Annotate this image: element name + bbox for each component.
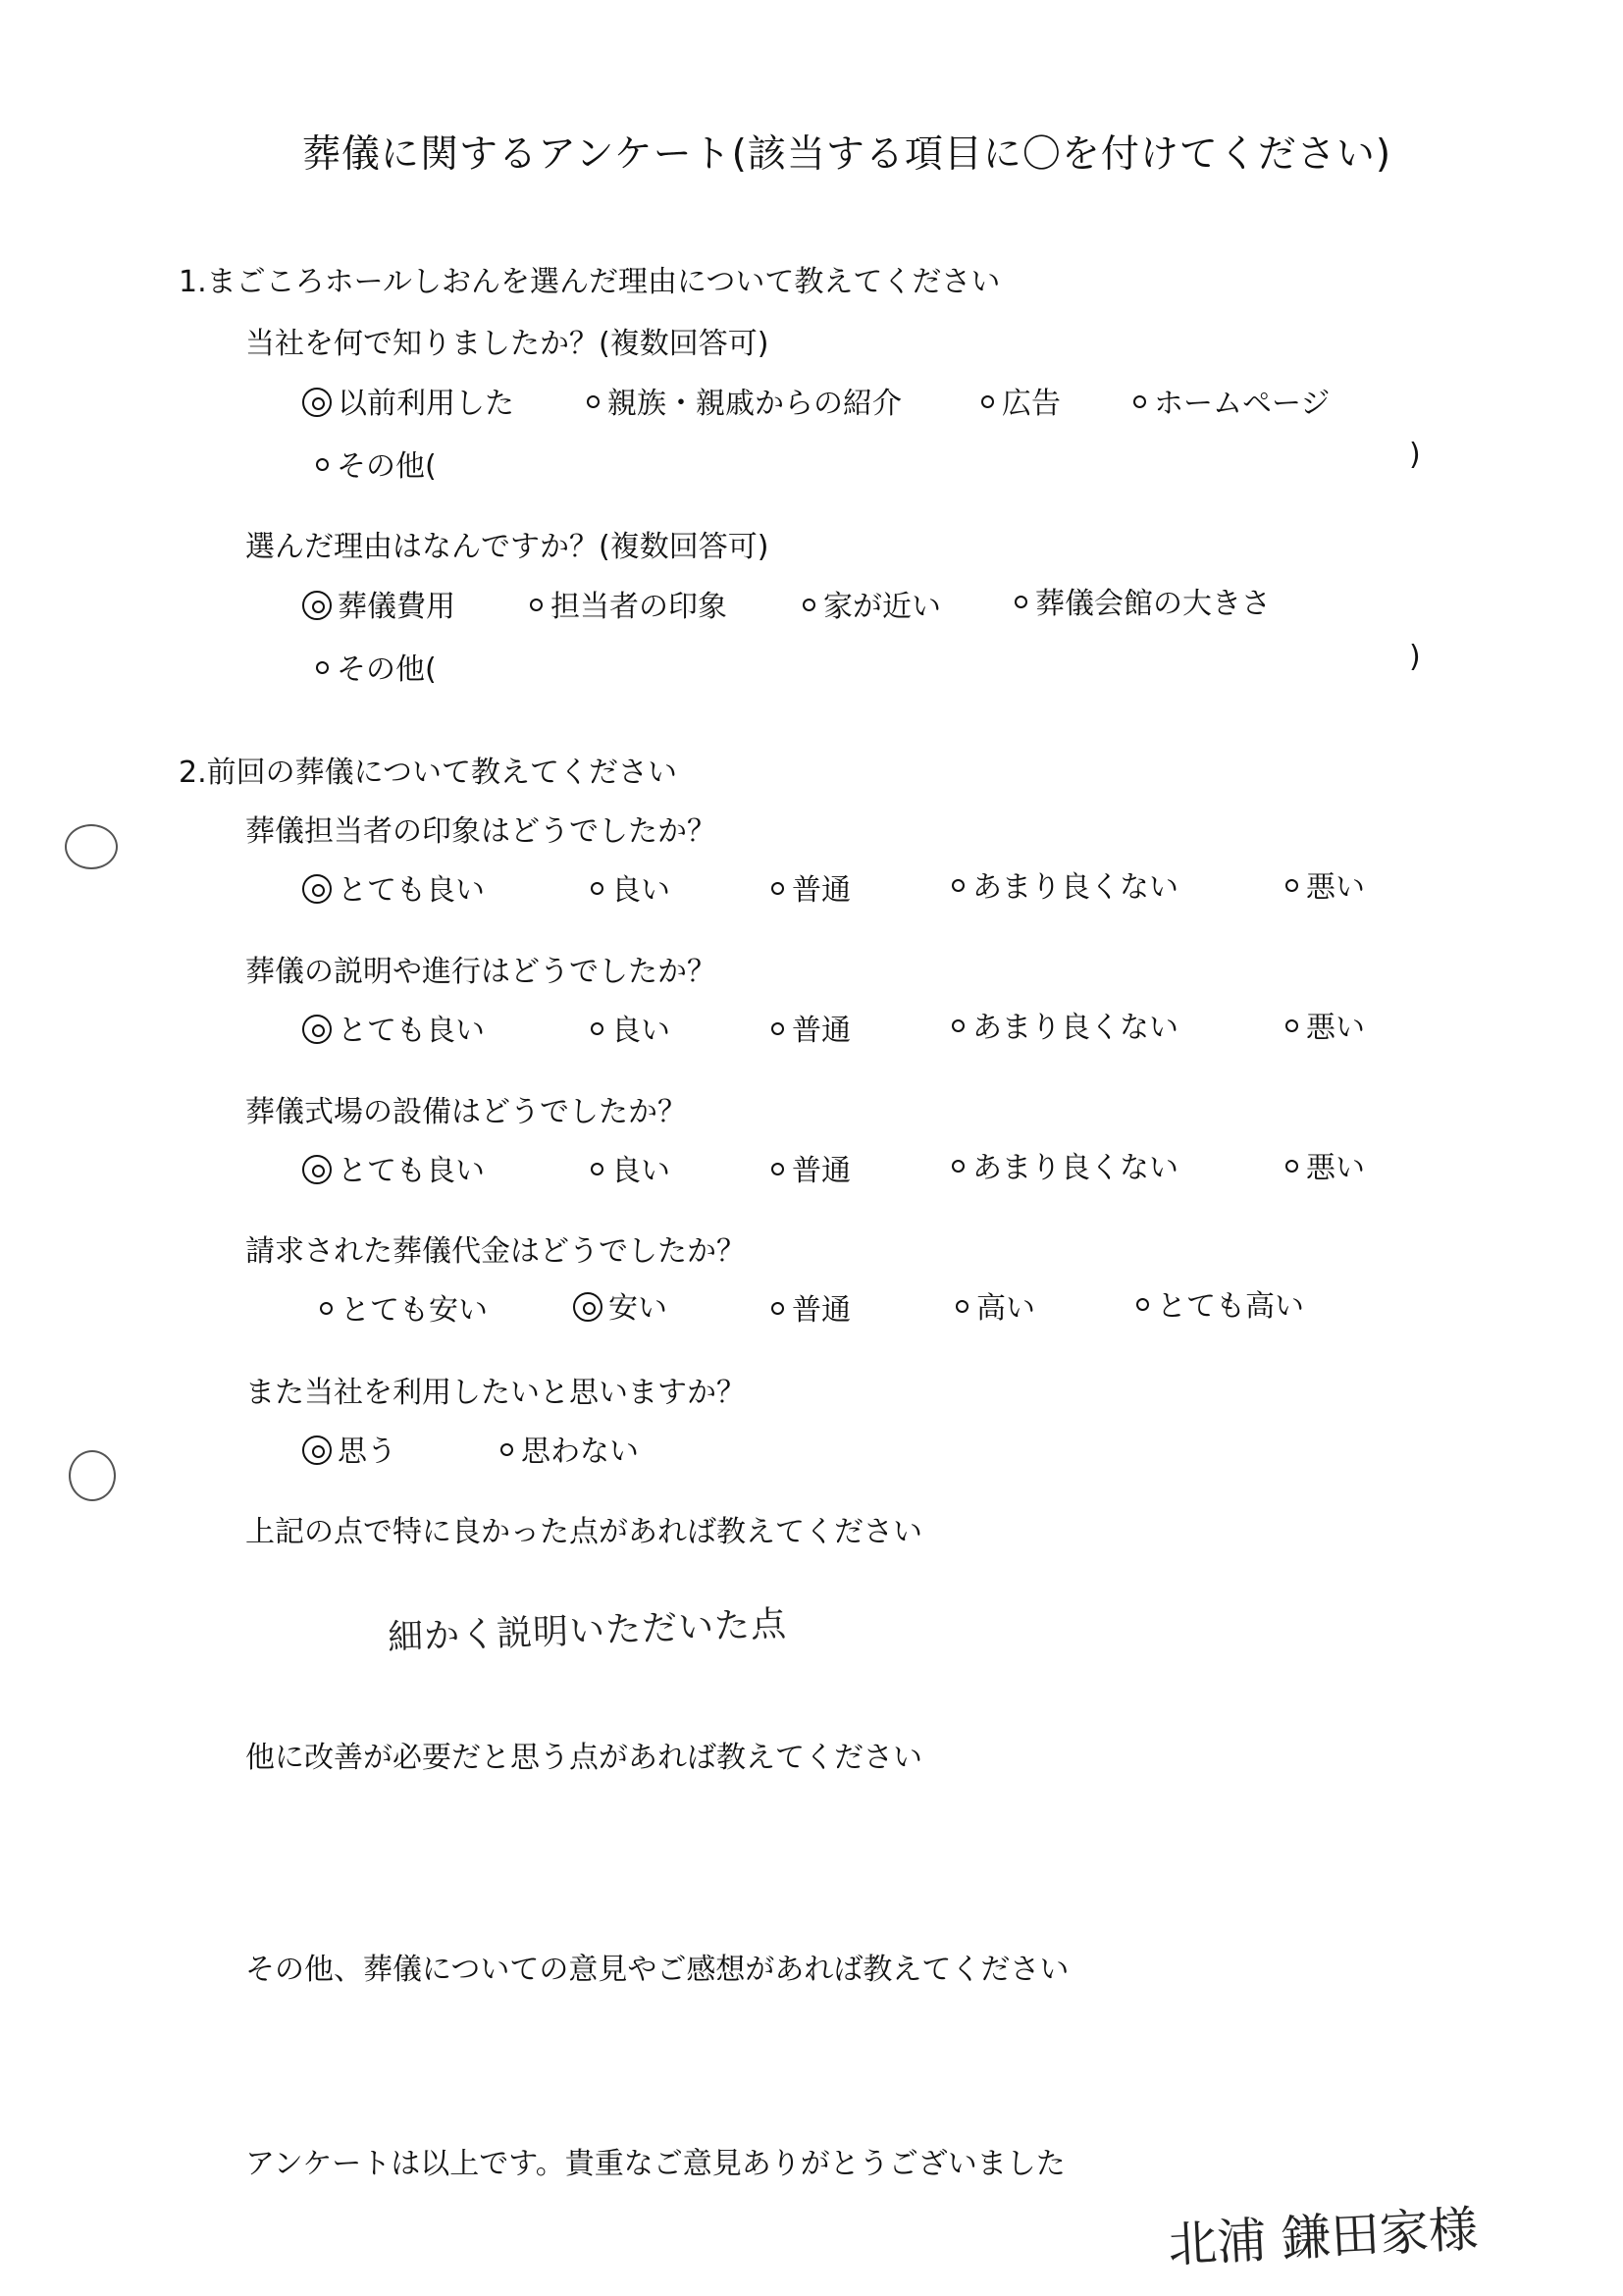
bullet-icon xyxy=(771,1022,784,1035)
question-how-known: 当社を何で知りましたか？(複数回答可) xyxy=(245,327,769,361)
other-close-paren: ) xyxy=(1409,438,1421,472)
option-staff-impression[interactable]: 担当者の印象 xyxy=(530,582,727,625)
option-average[interactable]: 普通 xyxy=(771,865,851,909)
option-average[interactable]: 普通 xyxy=(771,1285,851,1329)
option-bad[interactable]: 悪い xyxy=(1285,1143,1365,1186)
question-explanation-progress: 葬儀の説明や進行はどうでしたか？ xyxy=(245,955,716,989)
bullet-icon xyxy=(771,882,784,895)
option-not-very-good[interactable]: あまり良くない xyxy=(952,1143,1178,1186)
selected-circle-mark xyxy=(302,874,332,904)
bullet-icon xyxy=(952,1019,965,1032)
option-other[interactable]: その他( xyxy=(316,645,437,688)
section-2-heading: 2.前回の葬儀について教えてください xyxy=(179,756,678,790)
question-use-again: また当社を利用したいと思いますか？ xyxy=(245,1376,746,1410)
option-homepage[interactable]: ホームページ xyxy=(1133,379,1330,422)
option-bad[interactable]: 悪い xyxy=(1285,1003,1365,1046)
option-very-good[interactable]: とても良い xyxy=(302,1146,485,1189)
margin-circle-mark xyxy=(65,824,118,869)
option-not-very-good[interactable]: あまり良くない xyxy=(952,862,1178,906)
closing-message: アンケートは以上です。貴重なご意見ありがとうございました xyxy=(245,2147,1066,2181)
bullet-icon xyxy=(500,1443,513,1456)
option-advertisement[interactable]: 広告 xyxy=(981,379,1061,422)
bullet-icon xyxy=(530,599,543,611)
margin-circle-mark xyxy=(69,1450,116,1501)
bullet-icon xyxy=(952,879,965,892)
bullet-icon xyxy=(320,1302,333,1315)
question-reason: 選んだ理由はなんですか？(複数回答可) xyxy=(245,530,769,564)
bullet-icon xyxy=(1285,879,1298,892)
question-cost: 請求された葬儀代金はどうでしたか？ xyxy=(245,1234,746,1269)
bullet-icon xyxy=(1015,596,1027,608)
question-improvements: 他に改善が必要だと思う点があれば教えてください xyxy=(245,1741,922,1775)
option-hall-size[interactable]: 葬儀会館の大きさ xyxy=(1015,579,1271,622)
option-very-good[interactable]: とても良い xyxy=(302,1006,485,1049)
bullet-icon xyxy=(956,1300,969,1313)
option-near-home[interactable]: 家が近い xyxy=(803,582,941,625)
bullet-icon xyxy=(771,1302,784,1315)
selected-circle-mark xyxy=(302,1155,332,1184)
bullet-icon xyxy=(1136,1298,1149,1311)
bullet-icon xyxy=(587,395,600,408)
option-very-cheap[interactable]: とても安い xyxy=(320,1285,488,1329)
bullet-icon xyxy=(591,882,603,895)
option-average[interactable]: 普通 xyxy=(771,1146,851,1189)
option-family-referral[interactable]: 親族・親戚からの紹介 xyxy=(587,379,902,422)
selected-circle-mark xyxy=(573,1292,602,1322)
handwritten-answer[interactable]: 細かく説明いただいた点 xyxy=(387,1603,788,1659)
other-close-paren: ) xyxy=(1409,640,1421,674)
question-other-comments: その他、葬儀についての意見やご感想があれば教えてください xyxy=(245,1953,1070,1987)
option-good[interactable]: 良い xyxy=(591,1146,670,1189)
option-yes[interactable]: 思う xyxy=(302,1427,396,1470)
bullet-icon xyxy=(981,395,994,408)
option-good[interactable]: 良い xyxy=(591,865,670,909)
bullet-icon xyxy=(1285,1019,1298,1032)
selected-circle-mark xyxy=(302,1435,332,1465)
option-very-expensive[interactable]: とても高い xyxy=(1136,1281,1304,1325)
handwritten-signature: 北浦 鎌田家様 xyxy=(1166,2200,1480,2274)
question-facilities: 葬儀式場の設備はどうでしたか？ xyxy=(245,1095,687,1129)
option-no[interactable]: 思わない xyxy=(500,1427,639,1470)
bullet-icon xyxy=(591,1022,603,1035)
option-funeral-cost[interactable]: 葬儀費用 xyxy=(302,582,455,625)
option-very-good[interactable]: とても良い xyxy=(302,865,485,909)
bullet-icon xyxy=(952,1160,965,1173)
bullet-icon xyxy=(591,1163,603,1175)
selected-circle-mark xyxy=(302,388,332,417)
option-good[interactable]: 良い xyxy=(591,1006,670,1049)
question-staff-impression: 葬儀担当者の印象はどうでしたか？ xyxy=(245,814,716,849)
option-expensive[interactable]: 高い xyxy=(956,1283,1035,1327)
option-bad[interactable]: 悪い xyxy=(1285,862,1365,906)
bullet-icon xyxy=(316,458,329,471)
selected-circle-mark xyxy=(302,1015,332,1044)
section-1-heading: 1.まごころホールしおんを選んだ理由について教えてください xyxy=(179,265,1001,299)
question-good-points: 上記の点で特に良かった点があれば教えてください xyxy=(245,1515,922,1549)
bullet-icon xyxy=(1285,1160,1298,1173)
option-other[interactable]: その他( xyxy=(316,442,437,485)
survey-title: 葬儀に関するアンケート(該当する項目に〇を付けてください) xyxy=(302,132,1392,177)
bullet-icon xyxy=(316,661,329,674)
option-average[interactable]: 普通 xyxy=(771,1006,851,1049)
bullet-icon xyxy=(771,1163,784,1175)
bullet-icon xyxy=(803,599,815,611)
option-previous-use[interactable]: 以前利用した xyxy=(302,379,514,422)
bullet-icon xyxy=(1133,395,1146,408)
selected-circle-mark xyxy=(302,591,332,620)
option-not-very-good[interactable]: あまり良くない xyxy=(952,1003,1178,1046)
option-cheap[interactable]: 安い xyxy=(573,1283,667,1327)
